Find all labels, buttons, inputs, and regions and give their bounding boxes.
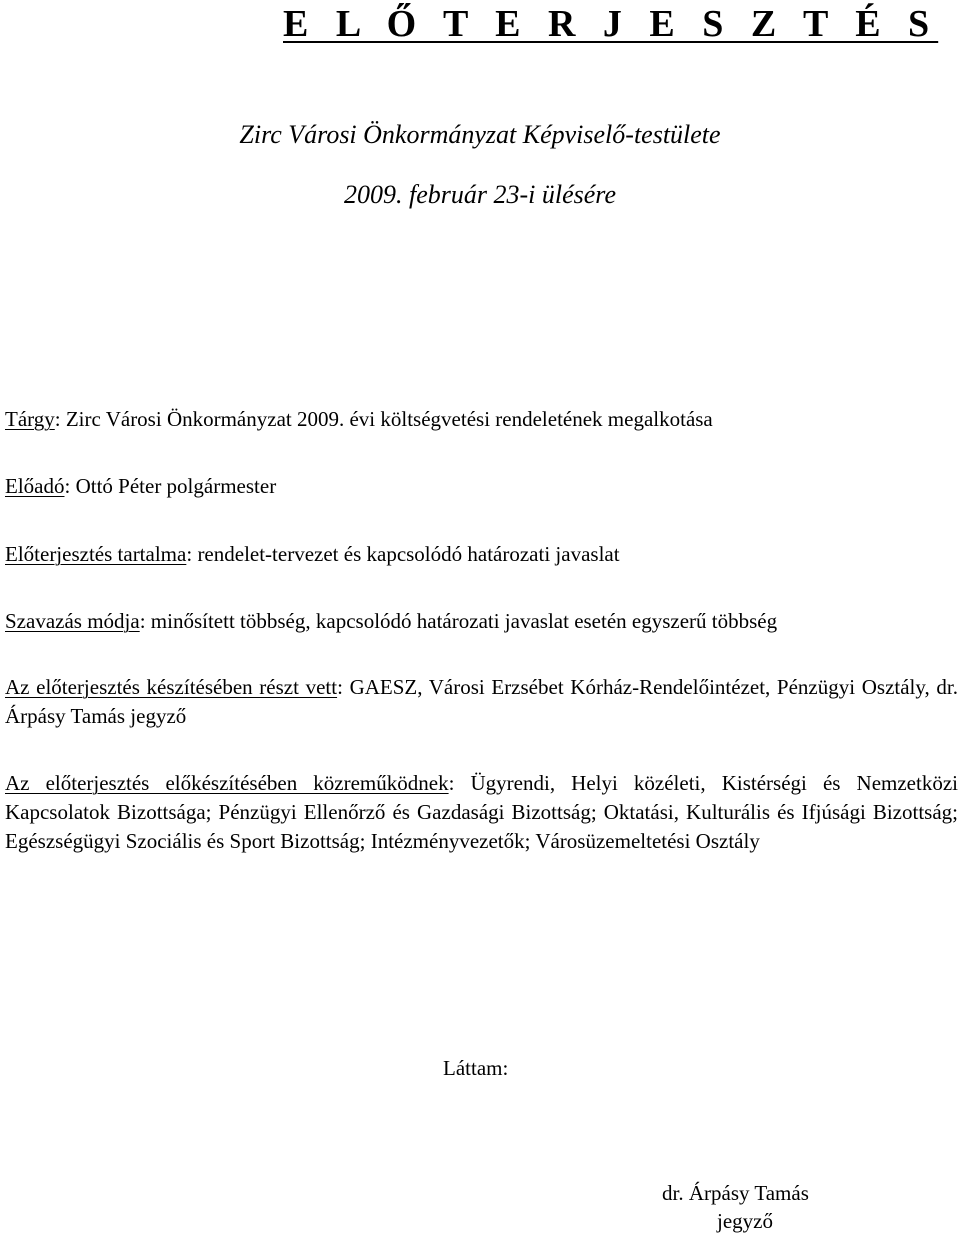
content-line xyxy=(5,540,958,568)
seen-label: Láttam: xyxy=(443,1056,509,1080)
content-sep: : xyxy=(186,542,198,566)
presenter-line xyxy=(5,472,958,500)
subject-value: Zirc Városi Önkormányzat 2009. évi költségvetési rendeletének megalkotása xyxy=(65,407,713,431)
voting-value: minősített többség, kapcsolódó határozati javaslat esetén egyszerű többség xyxy=(150,609,778,633)
signatory-name: dr. Árpásy Tamás xyxy=(662,1181,809,1205)
presenter-sep: : xyxy=(64,474,76,498)
voting-line xyxy=(5,607,958,635)
presenter-label: Előadó xyxy=(5,474,65,498)
prepared-by-label: Az előterjesztés készítésében részt vett xyxy=(5,675,338,699)
subject-label: Tárgy xyxy=(5,407,55,431)
subject-sep: : xyxy=(54,407,66,431)
prepared-by-value: GAESZ, Városi Erzsébet Kórház-Rendelőintézet, Pénzügyi Osztály, dr. Árpásy Tamás jegyző xyxy=(5,675,958,728)
voting-label: Szavazás módja xyxy=(5,609,140,633)
voting-sep: : xyxy=(139,609,151,633)
contributors-paragraph xyxy=(5,769,958,856)
content-value: rendelet-tervezet és kapcsolódó határozati javaslat xyxy=(197,542,620,566)
contributors-label: Az előterjesztés előkészítésében közreműködnek xyxy=(5,771,449,795)
signatory-role: jegyző xyxy=(717,1209,773,1233)
presenter-value: Ottó Péter polgármester xyxy=(75,474,277,498)
document-title: E L Ő T E R J E S Z T É S xyxy=(283,3,939,45)
addressee: Zirc Városi Önkormányzat Képviselő-testülete xyxy=(239,120,721,149)
meeting-date: 2009. február 23-i ülésére xyxy=(344,180,616,209)
prepared-by-paragraph xyxy=(5,673,958,731)
contributors-value: Ügyrendi, Helyi közéleti, Kistérségi és Nemzetközi Kapcsolatok Bizottsága; Pénzügyi Ellenőrző és Gazdasági Bizottság; Oktatási, Kulturális és Ifjúsági Bizottság; Egészségügyi Szociális és Sport Bizottság; Intézményvezetők; Városüzemeltetési Osztály xyxy=(5,771,958,853)
subject-line xyxy=(5,405,958,433)
prepared-by-sep: : xyxy=(337,675,350,699)
contributors-sep: : xyxy=(448,771,471,795)
content-label: Előterjesztés tartalma xyxy=(5,542,187,566)
